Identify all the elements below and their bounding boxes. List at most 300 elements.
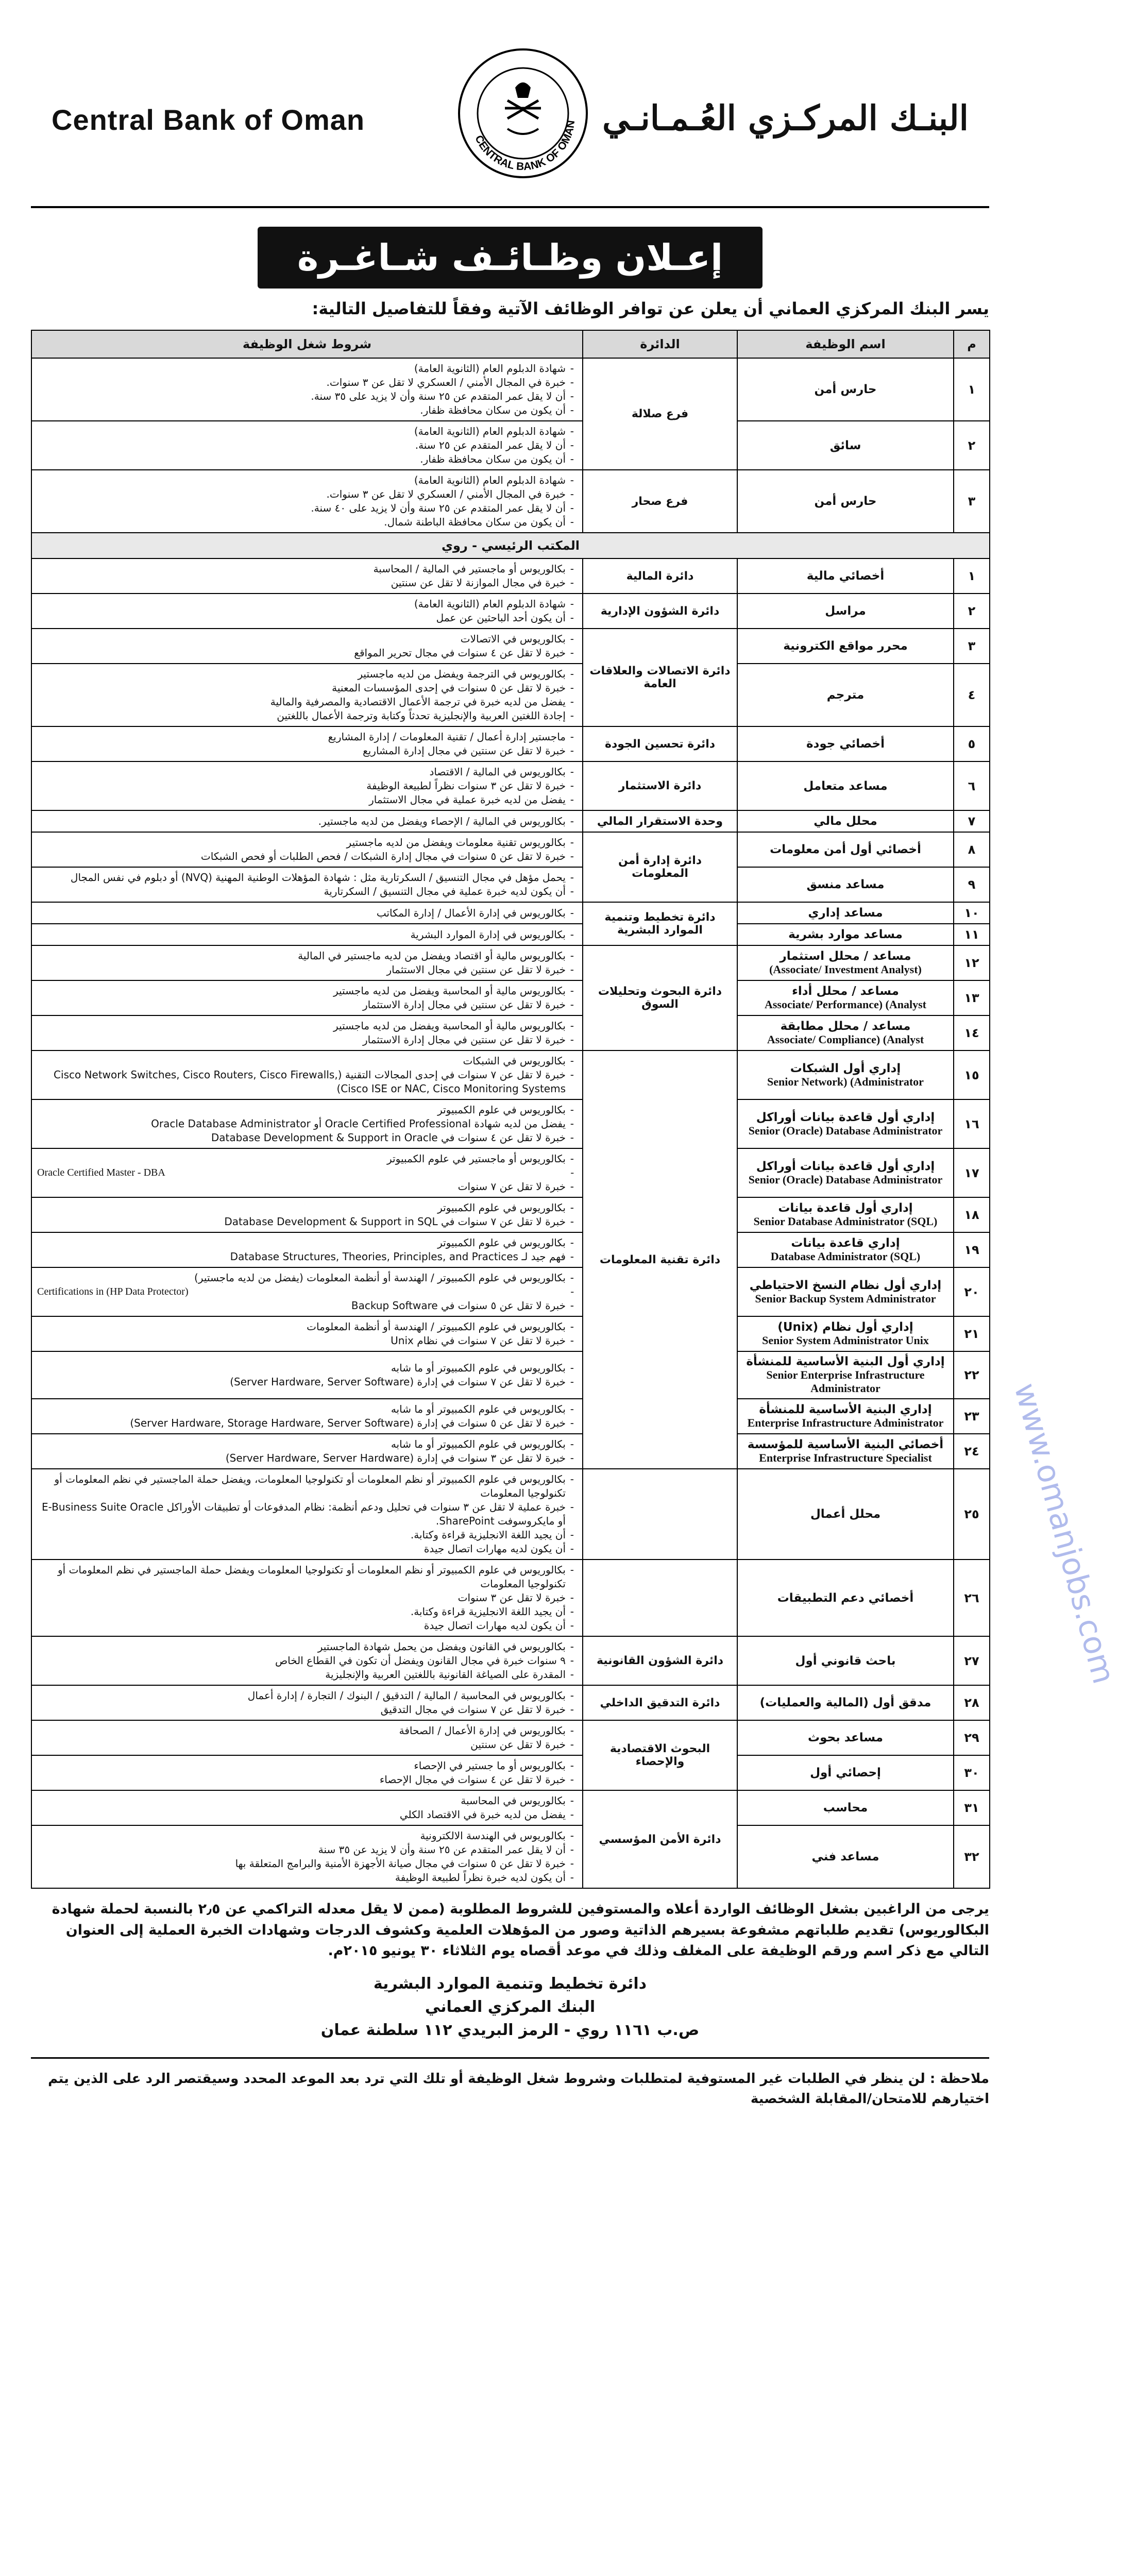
requirement-item: - خبرة في مجال الموازنة لا تقل عن سنتين [37, 576, 566, 590]
job-number: ٣١ [954, 1790, 990, 1825]
requirement-item: - شهادة الدبلوم العام (الثانوية العامة) [37, 473, 566, 487]
job-title: إداري أول قاعدة بيانات أوراكل [756, 1110, 935, 1124]
job-title-cell [737, 664, 954, 726]
requirement-item: - شهادة الدبلوم العام (الثانوية العامة) [37, 425, 566, 438]
job-title: إداري أول البنية الأساسية للمنشأة [746, 1355, 945, 1368]
requirement-item: - ماجستير إدارة أعمال / تقنية المعلومات / إدارة المشاريع [37, 730, 566, 744]
job-number: ١ [954, 558, 990, 594]
department: فرع صحار [583, 470, 737, 533]
job-title-english: Senior Enterprise Infrastructure Administrator [766, 1368, 925, 1395]
job-title-cell [737, 470, 954, 533]
table-row [31, 1351, 990, 1399]
requirement-item: - يفضل من لديه خبرة في الاقتصاد الكلي [37, 1808, 566, 1822]
requirements [31, 761, 583, 810]
requirement-item: - بكالوريوس أو ما جستير في الإحصاء [37, 1759, 566, 1773]
vacancies-banner: إعـلان وظـائـف شـاغـرة [258, 227, 763, 289]
requirements [31, 924, 583, 945]
requirement-item: - خبرة لا تقل عن ٤ سنوات في مجال الإحصاء [37, 1773, 566, 1787]
requirement-item: - بكالوريوس في علوم الكمبيوتر أو ما شابه [37, 1402, 566, 1416]
requirement-item: - خبرة لا تقل عن سنتين في مجال إدارة الاستثمار [37, 998, 566, 1012]
table-row [31, 867, 990, 902]
section-label: المكتب الرئيسي - روي [31, 533, 990, 558]
job-title-cell [737, 945, 954, 980]
requirements [31, 1399, 583, 1434]
requirements-list [37, 1019, 577, 1047]
requirement-item: - شهادة الدبلوم العام (الثانوية العامة) [37, 597, 566, 611]
requirement-item: - بكالوريوس في المحاسبة [37, 1794, 566, 1808]
signature-bank: البنك المركزي العماني [425, 1998, 596, 2016]
requirement-item: - يفضل من لديه شهادة Oracle Certified Professional أو Oracle Database Administrator [37, 1117, 566, 1131]
bank-seal-icon [456, 46, 590, 180]
requirement-item: - إجادة اللغتين العربية والإنجليزية تحدثاً وكتابة وترجمة الأعمال باللغتين [37, 709, 566, 723]
job-title: مساعد موارد بشرية [788, 928, 903, 941]
job-title: إداري أول قاعدة بيانات [778, 1201, 913, 1215]
job-number: ٨ [954, 832, 990, 867]
requirements-list [37, 667, 577, 723]
table-row [31, 1148, 990, 1197]
header-dept: الدائرة [583, 330, 737, 358]
job-number: ٦ [954, 761, 990, 810]
job-title: مساعد فني [811, 1850, 879, 1863]
requirement-item: - بكالوريوس في المحاسبة / المالية / التدقيق / البنوك / التجارة / إدارة أعمال [37, 1689, 566, 1703]
job-title-cell [737, 1050, 954, 1099]
requirements [31, 358, 583, 421]
job-title: إداري أول قاعدة بيانات أوراكل [756, 1159, 935, 1173]
requirement-item: - بكالوريوس في الهندسة الالكترونية [37, 1829, 566, 1843]
job-number: ١٢ [954, 945, 990, 980]
requirements-list [37, 1361, 577, 1389]
job-number: ٢ [954, 594, 990, 629]
requirement-item: - بكالوريوس في علوم الكمبيوتر أو نظم المعلومات أو تكنولوجيا المعلومات، ويفضل حملة الماجستير في نظم المعلومات أو تكنولوجيا المعلومات [37, 1472, 566, 1500]
requirement-item: - بكالوريوس في المالية / الإحصاء ويفضل من لديه ماجستير. [37, 815, 566, 828]
job-title: مساعد / محلل استثمار [780, 950, 911, 963]
job-title-english: Enterprise Infrastructure Specialist [759, 1451, 932, 1464]
requirements [31, 470, 583, 533]
department: فرع صلالة [583, 358, 737, 470]
requirement-item: - بكالوريوس مالية أو المحاسبة ويفضل من لديه ماجستير [37, 1019, 566, 1033]
job-title: مراسل [825, 604, 866, 618]
requirements-list [37, 928, 577, 942]
job-title-cell [737, 980, 954, 1015]
requirement-item: - أن يكون أحد الباحثين عن عمل [37, 611, 566, 625]
job-title-english: Senior (Oracle) Database Administrator [748, 1173, 943, 1186]
requirement-item: - ٩ سنوات خبرة في مجال القانون ويفضل أن تكون في القطاع الخاص [37, 1654, 566, 1668]
department: البحوث الاقتصادية والإحصاء [583, 1720, 737, 1790]
job-number: ٣ [954, 470, 990, 533]
requirement-item: - خبرة لا تقل عن ٧ سنوات في إدارة (Server Hardware, Server Software) [37, 1375, 566, 1389]
department: دائرة تخطيط وتنمية الموارد البشرية [583, 902, 737, 945]
requirement-item: - شهادة الدبلوم العام (الثانوية العامة) [37, 362, 566, 376]
requirement-item: - أن يكون من سكان محافظة ظفار. [37, 452, 566, 466]
closing-paragraph: يرجى من الراغبين بشغل الوظائف الواردة أعلاه والمستوفين للشروط المطلوبة (ممن لا يقل معدله التراكمي عن ٢٫٥ بالنسبة لحملة شهادة البكالوريوس) تقديم طلباتهم مشفوعة بسيرهم الذاتية وصور من المؤهلات العلمية وكشوف الدرجات وشهادات الخبرة العملية إلى العنوان التالي مع ذكر اسم ورقم الوظيفة على المغلف وذلك في موعد أقصاه يوم الثلاثاء ٣٠ يونيو ٢٠١٥م. [52, 1901, 989, 1959]
requirement-item: - خبرة لا تقل عن ٣ سنوات في إدارة (Server Hardware, Server Hardware) [37, 1451, 566, 1465]
requirement-item: - أن لا يقل عمر المتقدم عن ٢٥ سنة وأن لا يزيد عن ٣٥ سنة [37, 1843, 566, 1857]
requirement-item: - خبرة لا تقل عن ٣ سنوات نظراً لطبيعة الوظيفة [37, 779, 566, 793]
table-row [31, 470, 990, 533]
job-number: ٣ [954, 629, 990, 664]
job-title: مترجم [826, 688, 865, 702]
job-number: ٩ [954, 867, 990, 902]
requirement-item: - خبرة لا تقل عن ٥ سنوات في إدارة (Server Hardware, Storage Hardware, Server Software) [37, 1416, 566, 1430]
job-title: مساعد / محلل أداء [792, 985, 899, 998]
requirements [31, 558, 583, 594]
requirement-item: - خبرة لا تقل عن ٥ سنوات في مجال صيانة الأجهزة الأمنية والبرامج المتعلقة بها [37, 1857, 566, 1871]
requirement-item: - Certifications in (HP Data Protector) [37, 1285, 566, 1299]
job-number: ٢٠ [954, 1267, 990, 1316]
requirements [31, 1148, 583, 1197]
note-label: ملاحظة : [929, 2071, 989, 2087]
department: دائرة الاستثمار [583, 761, 737, 810]
job-title: مدقق أول (المالية والعمليات) [759, 1696, 931, 1709]
requirement-item: - أن يكون لديه مهارات اتصال جيدة [37, 1542, 566, 1556]
job-number: ٢١ [954, 1316, 990, 1351]
requirements [31, 832, 583, 867]
job-number: ٢٢ [954, 1351, 990, 1399]
requirement-item: - بكالوريوس في علوم الكمبيوتر أو نظم المعلومات أو تكنولوجيا المعلومات ويفضل حملة الماجستير في نظم المعلومات أو تكنولوجيا المعلومات [37, 1563, 566, 1591]
requirements [31, 867, 583, 902]
requirements-list [37, 1236, 577, 1264]
section-row [31, 533, 990, 558]
requirements [31, 1267, 583, 1316]
requirements [31, 810, 583, 832]
requirements [31, 902, 583, 924]
watermark-text: www.omanjobs.com [1007, 1379, 1122, 1688]
job-title-cell [737, 810, 954, 832]
requirement-item: - خبرة لا تقل عن ٤ سنوات في Database Development & Support in Oracle [37, 1131, 566, 1145]
requirements [31, 726, 583, 761]
job-number: ٢٨ [954, 1685, 990, 1720]
job-number: ١٤ [954, 1015, 990, 1050]
requirements [31, 1197, 583, 1232]
requirement-item: - فهم جيد لـ Database Structures, Theories, Principles, and Practices [37, 1250, 566, 1264]
job-title-english: Senior System Administrator Unix [762, 1334, 929, 1347]
table-row [31, 924, 990, 945]
job-title-english: Enterprise Infrastructure Administrator [747, 1416, 944, 1429]
job-title: إداري البنية الأساسية للمنشأة [759, 1403, 932, 1416]
requirement-item: - أن يكون لديه خبرة نظراً لطبيعة الوظيفة [37, 1871, 566, 1885]
note-block [31, 2057, 989, 2109]
requirements [31, 1434, 583, 1469]
department: دائرة إدارة أمن المعلومات [583, 832, 737, 902]
requirement-item: - أن لا يقل عمر المتقدم عن ٢٥ سنة وأن لا يزيد على ٣٥ سنة. [37, 389, 566, 403]
header-req: شروط شغل الوظيفة [31, 330, 583, 358]
job-title-cell [737, 358, 954, 421]
job-title-cell [737, 558, 954, 594]
requirements-list [37, 362, 577, 417]
job-title-english: Database Administrator (SQL) [770, 1250, 921, 1263]
table-row [31, 810, 990, 832]
requirement-item: - بكالوريوس في المالية / الاقتصاد [37, 765, 566, 779]
requirement-item: - خبرة في المجال الأمني / العسكري لا تقل عن ٣ سنوات. [37, 376, 566, 389]
table-row [31, 761, 990, 810]
requirement-item: - بكالوريوس في إدارة الموارد البشرية [37, 928, 566, 942]
job-number: ١٣ [954, 980, 990, 1015]
job-title-cell [737, 1316, 954, 1351]
table-row [31, 1399, 990, 1434]
table-row [31, 1050, 990, 1099]
requirements [31, 945, 583, 980]
bank-name-arabic: البنـك المركـزي العُـمـانـي [602, 98, 969, 138]
department: دائرة الأمن المؤسسي [583, 1790, 737, 1888]
job-title: إحصائي أول [810, 1766, 881, 1780]
requirement-item: - خبرة عملية لا تقل عن ٣ سنوات في تحليل ودعم أنظمة: نظام المدفوعات أو تطبيقات الأوراكل E-Business Suite Oracle أو مايكروسوفت SharePoint. [37, 1500, 566, 1528]
requirements [31, 629, 583, 664]
job-number: ٢٤ [954, 1434, 990, 1469]
job-title-cell [737, 1197, 954, 1232]
job-title: مساعد / محلل مطابقة [780, 1020, 911, 1033]
job-number: ١ [954, 358, 990, 421]
requirement-item: - أن يكون من سكان محافظة الباطنة شمال. [37, 515, 566, 529]
table-row [31, 558, 990, 594]
requirement-item: - بكالوريوس مالية أو اقتصاد ويفضل من لديه ماجستير في المالية [37, 949, 566, 963]
job-title-english: Senior Backup System Administrator [755, 1292, 936, 1305]
job-title-cell [737, 1015, 954, 1050]
requirements-list [37, 836, 577, 863]
job-title-english: Associate/ Compliance) (Analyst [767, 1033, 924, 1046]
requirements [31, 1050, 583, 1099]
requirements [31, 664, 583, 726]
department: دائرة الاتصالات والعلاقات العامة [583, 629, 737, 726]
bank-name-english: Central Bank of Oman [52, 104, 365, 136]
table-row [31, 1232, 990, 1267]
job-number: ١١ [954, 924, 990, 945]
job-title: محلل أعمال [810, 1507, 881, 1521]
job-number: ١٩ [954, 1232, 990, 1267]
requirements-list [37, 1201, 577, 1229]
requirements-list [37, 815, 577, 828]
requirement-item: - بكالوريوس في علوم الكمبيوتر [37, 1103, 566, 1117]
requirement-item: - خبرة لا تقل عن ٥ سنوات في مجال إدارة الشبكات / فحص الطلبات أو فحص الشبكات [37, 850, 566, 863]
requirement-item: - بكالوريوس في علوم الكمبيوتر / الهندسة أو أنظمة المعلومات [37, 1320, 566, 1334]
requirement-item: - بكالوريوس مالية أو المحاسبة ويفضل من لديه ماجستير [37, 984, 566, 998]
requirements-list [37, 562, 577, 590]
signature-block [258, 1972, 763, 2042]
requirement-item: - خبرة لا تقل عن ٧ سنوات في Database Development & Support in SQL [37, 1215, 566, 1229]
table-row [31, 594, 990, 629]
requirement-item: - بكالوريوس في علوم الكمبيوتر أو ما شابه [37, 1437, 566, 1451]
table-row [31, 358, 990, 421]
requirement-item: - بكالوريوس أو ماجستير في المالية / المحاسبة [37, 562, 566, 576]
requirements [31, 1232, 583, 1267]
requirement-item: - أن لا يقل عمر المتقدم عن ٢٥ سنة. [37, 438, 566, 452]
job-title: أخصائي البنية الأساسية للمؤسسة [747, 1438, 944, 1451]
job-title: محرر مواقع الكترونية [783, 639, 908, 653]
job-number: ١٦ [954, 1099, 990, 1148]
table-row [31, 1197, 990, 1232]
job-title: حارس أمن [814, 383, 877, 396]
job-title-cell [737, 629, 954, 664]
table-header-row [31, 330, 990, 358]
requirements-list [37, 984, 577, 1012]
header-title: اسم الوظيفة [737, 330, 954, 358]
requirement-item: - أن يكون لديه مهارات اتصال جيدة [37, 1619, 566, 1633]
requirement-item: - بكالوريوس في علوم الكمبيوتر [37, 1201, 566, 1215]
job-title-english: (Associate/ Investment Analyst) [769, 963, 922, 976]
job-title-cell [737, 761, 954, 810]
requirement-item: - خبرة لا تقل عن ٧ سنوات في مجال التدقيق [37, 1703, 566, 1717]
requirements [31, 594, 583, 629]
job-title-english: Senior Database Administrator (SQL) [753, 1215, 938, 1228]
job-title-cell [737, 1825, 954, 1888]
job-number: ١٧ [954, 1148, 990, 1197]
requirement-item: - أن يجيد اللغة الانجليزية قراءة وكتابة. [37, 1605, 566, 1619]
job-title: أخصائي جودة [806, 737, 885, 751]
requirement-item: - بكالوريوس في إدارة الأعمال / إدارة المكاتب [37, 906, 566, 920]
department: دائرة المالية [583, 558, 737, 594]
table-row [31, 1099, 990, 1148]
requirement-item: - بكالوريوس في علوم الكمبيوتر أو ما شابه [37, 1361, 566, 1375]
job-title: أخصائي دعم التطبيقات [777, 1591, 914, 1605]
job-title-cell [737, 902, 954, 924]
requirements-list [37, 1054, 577, 1096]
job-title-cell [737, 832, 954, 867]
job-title-cell [737, 1099, 954, 1148]
requirement-item: - خبرة لا تقل عن سنتين [37, 1738, 566, 1752]
requirements [31, 421, 583, 470]
signature-dept: دائرة تخطيط وتنمية الموارد البشرية [373, 1975, 647, 1993]
table-row [31, 980, 990, 1015]
department: دائرة التدقيق الداخلي [583, 1685, 737, 1720]
requirements-list [37, 730, 577, 758]
requirement-item: - بكالوريوس في علوم الكمبيوتر [37, 1236, 566, 1250]
requirement-item: - بكالوريوس في الشبكات [37, 1054, 566, 1068]
job-number: ٢٥ [954, 1469, 990, 1560]
table-row [31, 629, 990, 664]
job-number: ٢٦ [954, 1560, 990, 1636]
seal-text: CENTRAL BANK OF OMAN [472, 120, 578, 173]
requirements-list [37, 1402, 577, 1430]
requirements-list [37, 425, 577, 466]
table-row [31, 1267, 990, 1316]
requirements [31, 1316, 583, 1351]
requirement-item: - خبرة لا تقل عن ٥ سنوات في Backup Software [37, 1299, 566, 1313]
requirement-item: - خبرة لا تقل عن ٣ سنوات [37, 1591, 566, 1605]
job-title-cell [737, 924, 954, 945]
requirements-list [37, 1271, 577, 1313]
job-number: ٣٠ [954, 1755, 990, 1790]
department: دائرة الشؤون الإدارية [583, 594, 737, 629]
job-number: ٣٢ [954, 1825, 990, 1888]
job-title-cell [737, 867, 954, 902]
requirement-item: - خبرة لا تقل عن ٧ سنوات [37, 1180, 566, 1194]
job-title: إداري أول نظام النسخ الاحتياطي [749, 1278, 942, 1292]
requirement-item: - بكالوريوس أو ماجستير في علوم الكمبيوتر [37, 1152, 566, 1166]
job-number: ٢٣ [954, 1399, 990, 1434]
department: وحدة الاستقرار المالي [583, 810, 737, 832]
job-title: محاسب [823, 1801, 868, 1815]
job-title-cell [737, 594, 954, 629]
requirement-item: - بكالوريوس في الاتصالات [37, 632, 566, 646]
table-row [31, 726, 990, 761]
job-title-cell [737, 1267, 954, 1316]
requirements-list [37, 765, 577, 807]
table-row [31, 1015, 990, 1050]
requirements-list [37, 1152, 577, 1194]
requirement-item: - خبرة في المجال الأمني / العسكري لا تقل عن ٣ سنوات. [37, 487, 566, 501]
note-text: لن ينظر في الطلبات غير المستوفية لمتطلبات وشروط شغل الوظيفة أو تلك التي ترد بعد الموعد المحدد وسيقتصر الرد على الذين يتم اختيارهم للامتحان/المقابلة الشخصية [48, 2071, 989, 2107]
requirement-item: - أن يجيد اللغة الانجليزية قراءة وكتابة. [37, 1528, 566, 1542]
job-title: مساعد بحوث [807, 1731, 884, 1744]
requirement-item: - بكالوريوس في إدارة الأعمال / الصحافة [37, 1724, 566, 1738]
requirement-item: - بكالوريوس في القانون ويفضل من يحمل شهادة الماجستير [37, 1640, 566, 1654]
requirements-list [37, 1103, 577, 1145]
requirements-list [37, 473, 577, 529]
requirements [31, 1099, 583, 1148]
job-title-cell [737, 1148, 954, 1197]
requirement-item: - خبرة لا تقل عن سنتين في مجال الاستثمار [37, 963, 566, 977]
job-title: مساعد منسق [806, 878, 885, 891]
job-title-english: Associate/ Performance) (Analyst [764, 998, 926, 1011]
job-title: محلل مالي [814, 815, 877, 828]
table-row [31, 421, 990, 470]
job-title: إداري أول الشبكات [790, 1061, 901, 1075]
job-title-cell [737, 1232, 954, 1267]
requirement-item: - بكالوريوس في علوم الكمبيوتر / الهندسة أو أنظمة المعلومات (يفضل من لديه ماجستير) [37, 1271, 566, 1285]
job-title-cell [737, 1351, 954, 1399]
table-row [31, 945, 990, 980]
job-title: إداري أول نظام (Unix) [777, 1320, 913, 1334]
requirement-item: - يفضل من لديه خبرة في ترجمة الأعمال الاقتصادية والمصرفية والمالية [37, 695, 566, 709]
requirement-item: - بكالوريوس في الترجمة ويفضل من لديه ماجستير [37, 667, 566, 681]
job-title-english: Senior (Oracle) Database Administrator [748, 1124, 943, 1137]
job-number: ٧ [954, 810, 990, 832]
requirement-item: - يحمل مؤهل في مجال التنسيق / السكرتارية مثل : شهادة المؤهلات الوطنية المهنية (NVQ) أو دبلوم في نفس المجال [37, 871, 566, 885]
job-number: ٢ [954, 421, 990, 470]
job-number: ٢٧ [954, 1636, 990, 1685]
requirements [31, 980, 583, 1015]
job-title: أخصائي أول أمن معلومات [770, 843, 921, 856]
job-number: ١٥ [954, 1050, 990, 1099]
job-title: إداري قاعدة بيانات [791, 1236, 900, 1250]
job-title: مساعد متعامل [803, 779, 888, 793]
job-title-cell [737, 421, 954, 470]
department: دائرة الشؤون القانونية [583, 1636, 737, 1685]
job-title: حارس أمن [814, 495, 877, 508]
job-title-english: Senior Network) (Administrator [767, 1075, 924, 1088]
requirements-list [37, 597, 577, 625]
intro-text: يسر البنك المركزي العماني أن يعلن عن توافر الوظائف الآتية وفقاً للتفاصيل التالية: [312, 299, 989, 318]
job-number: ٥ [954, 726, 990, 761]
requirements-list [37, 1437, 577, 1465]
job-number: ٢٩ [954, 1720, 990, 1755]
requirement-item: - خبرة لا تقل عن ٥ سنوات في إحدى المؤسسات المعنية [37, 681, 566, 695]
job-title: باحث قانوني أول [795, 1654, 896, 1668]
job-title: أخصائي مالية [806, 569, 885, 583]
job-number: ١٨ [954, 1197, 990, 1232]
job-title-cell [737, 726, 954, 761]
requirements-list [37, 1320, 577, 1348]
requirements [31, 1015, 583, 1050]
requirement-item: - خبرة لا تقل عن سنتين في مجال إدارة المشاريع [37, 744, 566, 758]
table-row [31, 1316, 990, 1351]
department: دائرة البحوث وتحليلات السوق [583, 945, 737, 1050]
table-row [31, 832, 990, 867]
requirement-item: - خبرة لا تقل عن ٤ سنوات في مجال تحرير المواقع [37, 646, 566, 660]
job-title: سائق [829, 438, 861, 452]
requirement-item: - خبرة لا تقل عن سنتين في مجال إدارة الاستثمار [37, 1033, 566, 1047]
table-row [31, 664, 990, 726]
requirements-list [37, 871, 577, 899]
requirements [31, 1351, 583, 1399]
requirements-list [37, 632, 577, 660]
job-number: ١٠ [954, 902, 990, 924]
job-number: ٤ [954, 664, 990, 726]
requirements-list [37, 949, 577, 977]
requirements-list [37, 906, 577, 920]
requirement-item: - أن لا يقل عمر المتقدم عن ٢٥ سنة وأن لا يزيد على ٤٠ سنة. [37, 501, 566, 515]
requirement-item: - المقدرة على الصياغة القانونية باللغتين العربية والإنجليزية [37, 1668, 566, 1682]
requirement-item: - Oracle Certified Master - DBA [37, 1166, 566, 1180]
